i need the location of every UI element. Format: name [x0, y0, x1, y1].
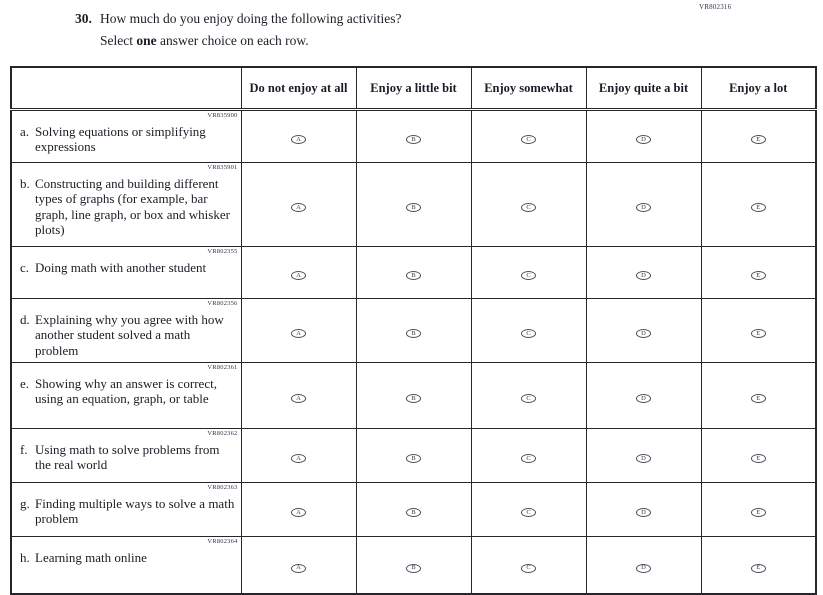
table-row — [11, 110, 816, 163]
answer-cell — [701, 247, 816, 299]
activity-cell — [11, 163, 241, 247]
answer-bubble-e[interactable]: E — [751, 135, 766, 144]
answer-bubble-a[interactable]: A — [291, 271, 306, 280]
answer-cell — [701, 429, 816, 483]
answer-cell — [471, 163, 586, 247]
header-row — [11, 67, 816, 110]
column-header-4: Enjoy quite a bit — [586, 67, 701, 110]
answer-bubble-e[interactable]: E — [751, 564, 766, 573]
answer-cell — [356, 483, 471, 537]
answer-cell — [471, 110, 586, 163]
column-header-1: Do not enjoy at all — [241, 67, 356, 110]
row-letter: b. — [20, 176, 30, 191]
answer-cell — [241, 110, 356, 163]
answer-cell — [701, 483, 816, 537]
page-form-code: VR802316 — [699, 3, 732, 11]
table-row — [11, 537, 816, 594]
answer-bubble-c[interactable]: C — [521, 271, 536, 280]
column-header-3: Enjoy somewhat — [471, 67, 586, 110]
activity-cell — [11, 110, 241, 163]
row-label: Finding multiple ways to solve a math problem — [35, 496, 235, 527]
answer-cell — [586, 537, 701, 594]
activity-cell — [11, 483, 241, 537]
answer-bubble-b[interactable]: B — [406, 394, 421, 403]
row-code: VR802364 — [207, 538, 238, 545]
answer-bubble-d[interactable]: D — [636, 564, 651, 573]
answer-bubble-a[interactable]: A — [291, 203, 306, 212]
column-header-5: Enjoy a lot — [701, 67, 816, 110]
answer-cell — [356, 429, 471, 483]
table-row — [11, 299, 816, 363]
answer-cell — [241, 537, 356, 594]
answer-cell — [356, 163, 471, 247]
table-row — [11, 483, 816, 537]
answer-cell — [586, 429, 701, 483]
answer-cell — [701, 299, 816, 363]
answer-cell — [356, 247, 471, 299]
activity-cell — [11, 247, 241, 299]
row-label: Showing why an answer is correct, using an equation, graph, or table — [35, 376, 217, 407]
row-label: Learning math online — [35, 550, 147, 565]
answer-bubble-c[interactable]: C — [521, 564, 536, 573]
answer-cell — [471, 537, 586, 594]
answer-cell — [241, 363, 356, 429]
answer-cell — [471, 429, 586, 483]
row-code: VR835901 — [207, 164, 238, 171]
answer-bubble-b[interactable]: B — [406, 508, 421, 517]
answer-bubble-c[interactable]: C — [521, 203, 536, 212]
answer-cell — [356, 537, 471, 594]
answer-bubble-a[interactable]: A — [291, 508, 306, 517]
answer-cell — [701, 110, 816, 163]
answer-bubble-b[interactable]: B — [406, 271, 421, 280]
row-letter: a. — [20, 124, 30, 139]
activity-cell — [11, 363, 241, 429]
row-label: Solving equations or simplifying expressions — [35, 124, 206, 155]
row-label: Doing math with another student — [35, 260, 207, 275]
answer-bubble-a[interactable]: A — [291, 135, 306, 144]
answer-bubble-e[interactable]: E — [751, 508, 766, 517]
answer-bubble-e[interactable]: E — [751, 329, 766, 338]
answer-cell — [701, 537, 816, 594]
answer-cell — [241, 429, 356, 483]
row-code: VR802356 — [207, 300, 238, 307]
question-number: 30. — [75, 11, 92, 26]
answer-cell — [586, 363, 701, 429]
answer-cell — [586, 483, 701, 537]
row-label: Explaining why you agree with how another student solved a math problem — [35, 312, 224, 358]
row-letter: h. — [20, 550, 30, 565]
answer-bubble-c[interactable]: C — [521, 329, 536, 338]
answer-cell — [471, 483, 586, 537]
answer-bubble-d[interactable]: D — [636, 329, 651, 338]
answer-bubble-c[interactable]: C — [521, 454, 536, 463]
answer-bubble-e[interactable]: E — [751, 394, 766, 403]
row-letter: d. — [20, 312, 30, 327]
row-letter: g. — [20, 496, 30, 511]
answer-cell — [356, 110, 471, 163]
answer-cell — [586, 110, 701, 163]
table-row — [11, 247, 816, 299]
row-code: VR835900 — [207, 112, 238, 119]
answer-cell — [586, 163, 701, 247]
row-code: VR802362 — [207, 430, 238, 437]
answer-bubble-c[interactable]: C — [521, 394, 536, 403]
answer-bubble-d[interactable]: D — [636, 454, 651, 463]
answer-bubble-d[interactable]: D — [636, 394, 651, 403]
answer-cell — [356, 363, 471, 429]
answer-cell — [471, 299, 586, 363]
answer-bubble-d[interactable]: D — [636, 271, 651, 280]
activities-table — [10, 66, 817, 595]
activity-column-header — [11, 67, 241, 110]
row-code: VR802361 — [207, 364, 238, 371]
answer-bubble-a[interactable]: A — [291, 329, 306, 338]
activity-cell — [11, 299, 241, 363]
answer-cell — [471, 363, 586, 429]
activity-cell — [11, 537, 241, 594]
answer-cell — [241, 247, 356, 299]
answer-bubble-b[interactable]: B — [406, 564, 421, 573]
answer-bubble-e[interactable]: E — [751, 454, 766, 463]
table-row — [11, 429, 816, 483]
answer-bubble-d[interactable]: D — [636, 135, 651, 144]
answer-bubble-b[interactable]: B — [406, 329, 421, 338]
row-label: Using math to solve problems from the real world — [35, 442, 220, 473]
answer-bubble-d[interactable]: D — [636, 508, 651, 517]
answer-cell — [241, 163, 356, 247]
answer-cell — [356, 299, 471, 363]
answer-bubble-a[interactable]: A — [291, 454, 306, 463]
row-letter: c. — [20, 260, 30, 275]
answer-bubble-c[interactable]: C — [521, 135, 536, 144]
row-label: Constructing and building different types of graphs (for example, bar graph, line graph, or box and whisker plots) — [35, 176, 230, 237]
row-code: VR802363 — [207, 484, 238, 491]
answer-cell — [701, 363, 816, 429]
answer-bubble-c[interactable]: C — [521, 508, 536, 517]
answer-cell — [241, 299, 356, 363]
answer-bubble-b[interactable]: B — [406, 454, 421, 463]
question-instruction: Select one answer choice on each row. — [100, 33, 309, 49]
answer-bubble-e[interactable]: E — [751, 203, 766, 212]
table-row — [11, 163, 816, 247]
row-letter: f. — [20, 442, 28, 457]
answer-bubble-a[interactable]: A — [291, 394, 306, 403]
answer-bubble-b[interactable]: B — [406, 203, 421, 212]
column-header-2: Enjoy a little bit — [356, 67, 471, 110]
answer-cell — [241, 483, 356, 537]
row-code: VR802355 — [207, 248, 238, 255]
question-text: How much do you enjoy doing the following activities? — [100, 11, 402, 26]
question-block — [75, 10, 675, 50]
answer-cell — [586, 247, 701, 299]
answer-bubble-a[interactable]: A — [291, 564, 306, 573]
row-letter: e. — [20, 376, 30, 391]
table-row — [11, 363, 816, 429]
activity-cell — [11, 429, 241, 483]
answer-cell — [586, 299, 701, 363]
answer-bubble-d[interactable]: D — [636, 203, 651, 212]
answer-cell — [701, 163, 816, 247]
answer-bubble-e[interactable]: E — [751, 271, 766, 280]
answer-cell — [471, 247, 586, 299]
answer-bubble-b[interactable]: B — [406, 135, 421, 144]
